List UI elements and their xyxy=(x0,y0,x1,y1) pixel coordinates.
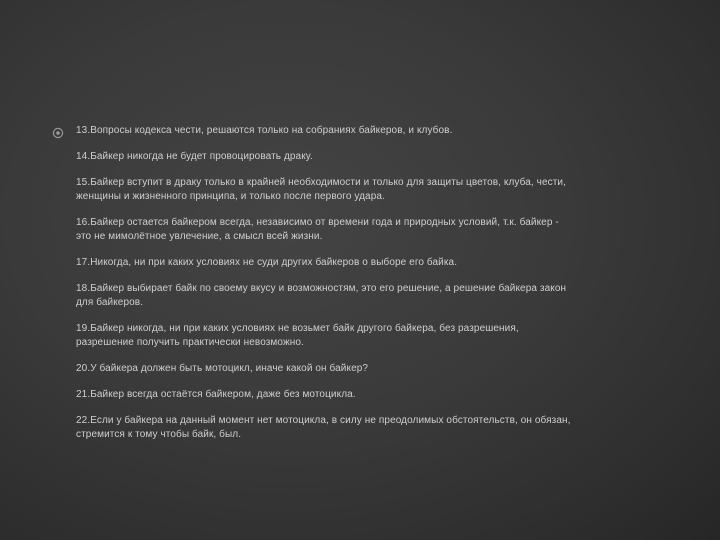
list-item: 19.Байкер никогда, ни при каких условиях не возьмет байк другого байкера, без разрешения, разрешение получить практически невозможно. xyxy=(76,323,519,348)
list-item: 14.Байкер никогда не будет провоцировать драку. xyxy=(76,151,313,162)
list-item: 22.Если у байкера на данный момент нет мотоцикла, в силу не преодолимых обстоятельств, он обязан, стремится к тому чтобы байк, был. xyxy=(76,415,571,440)
list-item: 16.Байкер остается байкером всегда, независимо от времени года и природных условий, т.к. байкер - это не мимолётное увлечение, а смысл всей жизни. xyxy=(76,217,559,242)
list-item: 15.Байкер вступит в драку только в крайней необходимости и только для защиты цветов, клуба, чести, женщины и жизненного принципа, и только после первого удара. xyxy=(76,177,566,202)
list-item: 21.Байкер всегда остаётся байкером, даже без мотоцикла. xyxy=(76,389,356,400)
list-item: 20.У байкера должен быть мотоцикл, иначе какой он байкер? xyxy=(76,363,369,374)
circle-target-icon xyxy=(52,127,64,139)
bullet-list xyxy=(76,124,632,454)
list-item: 13.Вопросы кодекса чести, решаются только на собраниях байкеров, и клубов. xyxy=(76,125,453,136)
list-item: 17.Никогда, ни при каких условиях не суди других байкеров о выборе его байка. xyxy=(76,257,458,268)
list-item: 18.Байкер выбирает байк по своему вкусу и возможностям, это его решение, а решение байкера закон для байкеров. xyxy=(76,283,567,308)
